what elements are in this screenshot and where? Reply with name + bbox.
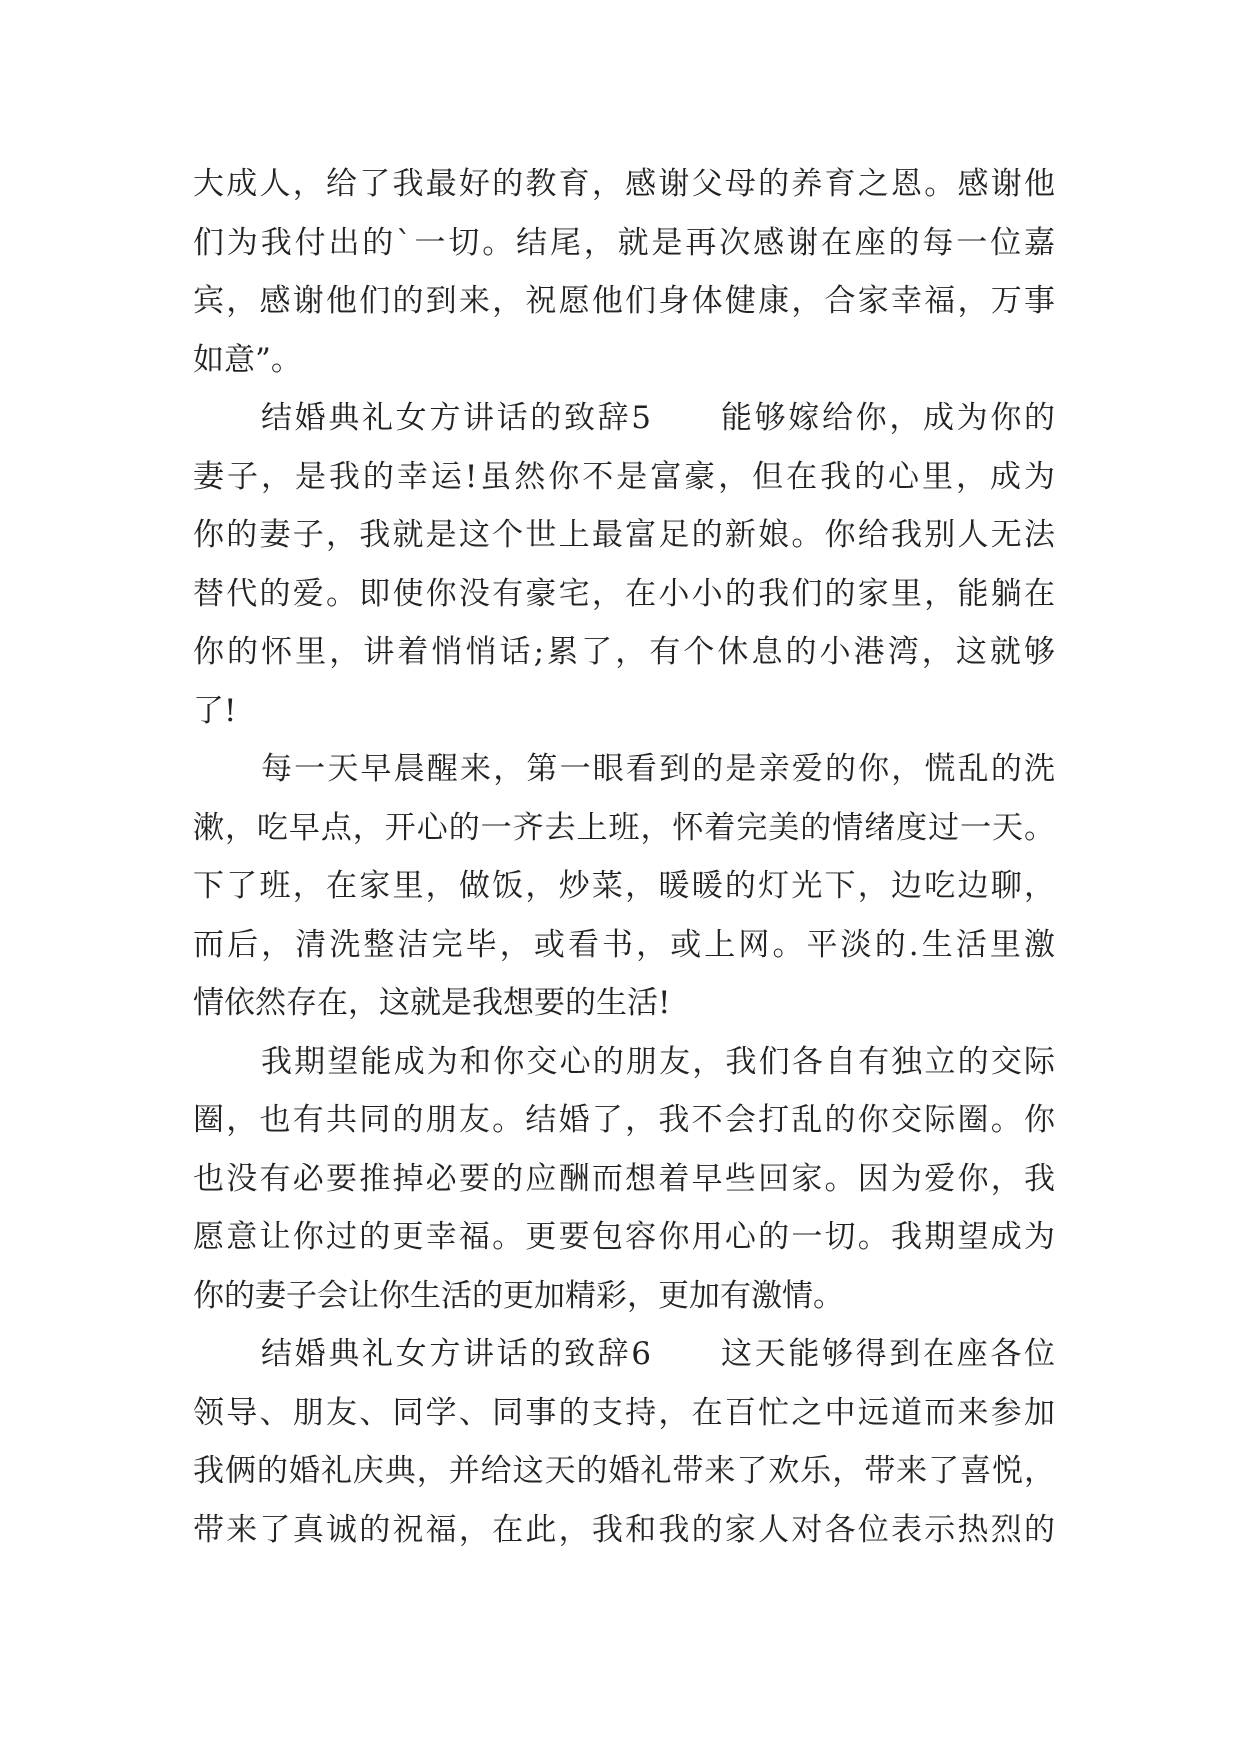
text-line: 你的妻子会让你生活的更加精彩，更加有激情。 [193,1277,844,1314]
text-line: 漱，吃早点，开心的一齐去上班，怀着完美的情绪度过一天。 [193,809,1055,846]
text-line: 下了班，在家里，做饭，炒菜，暖暖的灯光下，边吃边聊， [193,868,1055,904]
text-line: 带来了真诚的祝福，在此，我和我的家人对各位表示热烈的 [193,1511,1055,1548]
text-line: 情依然存在，这就是我想要的生活! [193,985,671,1021]
text-line: 大成人，给了我最好的教育，感谢父母的养育之恩。感谢他 [193,166,1055,202]
paragraph-first-line: 每一天早晨醒来，第一眼看到的是亲爱的你，慌乱的洗 [261,751,1055,787]
text-line: 替代的爱。即使你没有豪宅，在小小的我们的家里，能躺在 [193,575,1055,612]
section-heading-line: 结婚典礼女方讲话的致辞6 这天能够得到在座各位 [261,1336,1055,1372]
paragraph-first-line: 我期望能成为和你交心的朋友，我们各自有独立的交际 [261,1043,1055,1080]
section-heading-line: 结婚典礼女方讲话的致辞5 能够嫁给你，成为你的 [261,400,1055,436]
text-line: 而后，清洗整洁完毕，或看书，或上网。平淡的.生活里激 [193,926,1055,963]
text-line: 如意”。 [193,341,302,378]
text-line: 也没有必要推掉必要的应酬而想着早些回家。因为爱你，我 [193,1160,1055,1197]
text-line: 了! [193,692,237,729]
document-body [193,155,1055,1559]
text-line: 愿意让你过的更幸福。更要包容你用心的一切。我期望成为 [193,1219,1055,1255]
text-line: 我俩的婚礼庆典，并给这天的婚礼带来了欢乐，带来了喜悦， [193,1453,1055,1489]
text-line: 你的妻子，我就是这个世上最富足的新娘。你给我别人无法 [193,517,1055,553]
text-line: 领导、朋友、同学、同事的支持，在百忙之中远道而来参加 [193,1394,1055,1431]
text-line: 宾，感谢他们的到来，祝愿他们身体健康，合家幸福，万事 [193,283,1055,319]
text-line: 妻子，是我的幸运!虽然你不是富豪，但在我的心里，成为 [193,458,1055,495]
text-line: 圈，也有共同的朋友。结婚了，我不会打乱的你交际圈。你 [193,1102,1055,1138]
text-line: 你的怀里，讲着悄悄话;累了，有个休息的小港湾，这就够 [193,634,1055,670]
text-line: 们为我付出的`一切。结尾，就是再次感谢在座的每一位嘉 [193,224,1055,261]
